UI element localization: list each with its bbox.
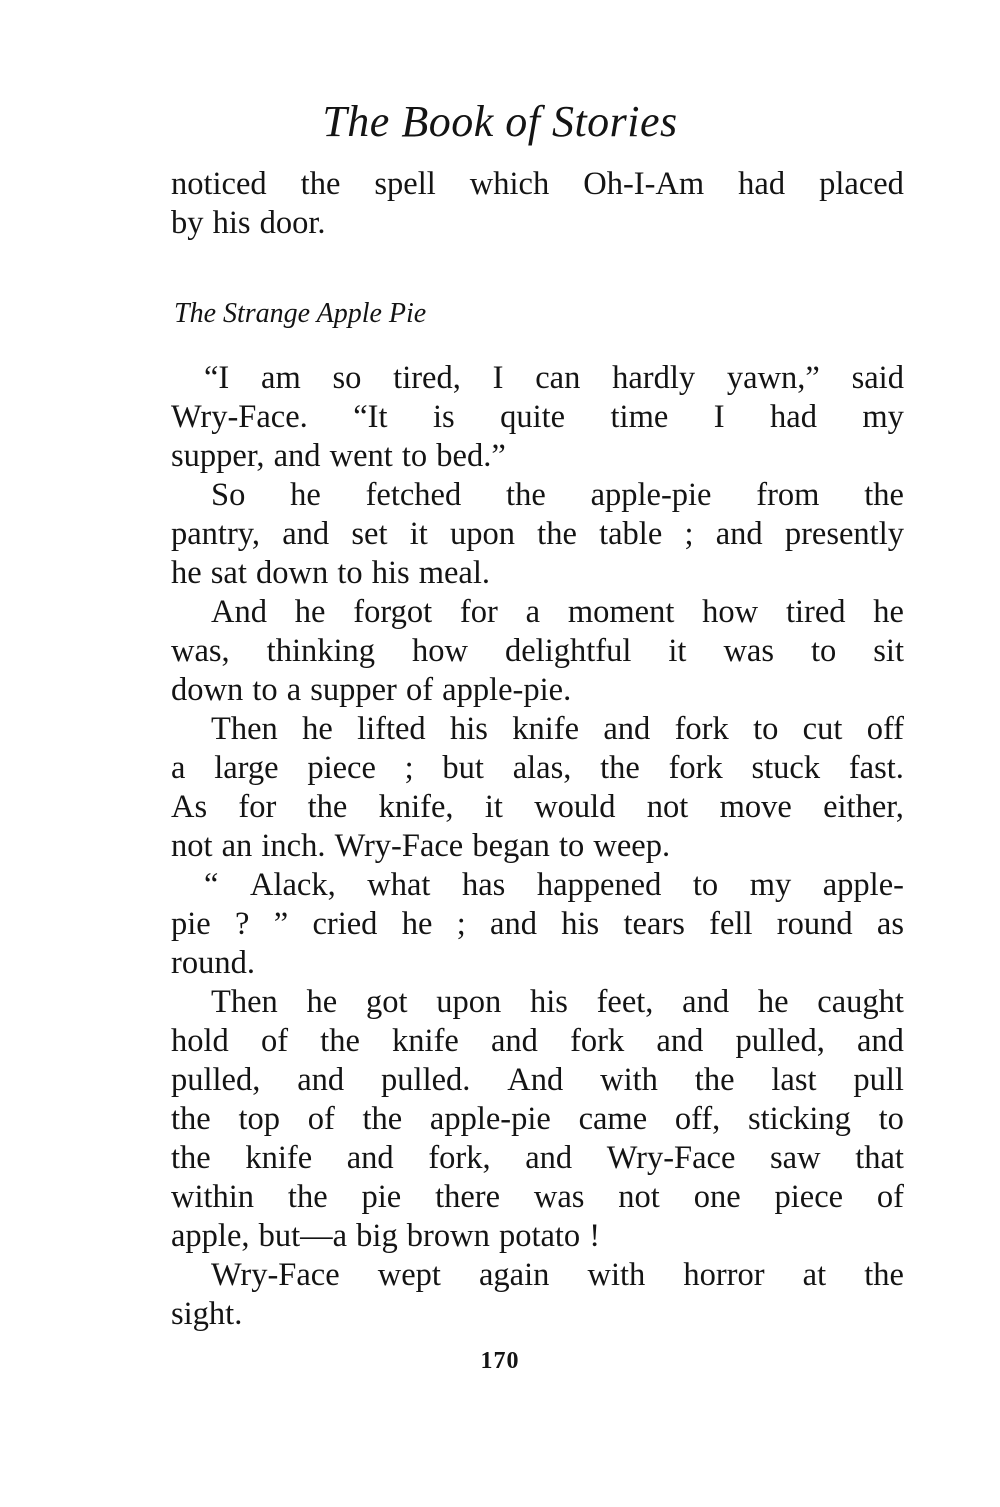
word: big xyxy=(356,1218,398,1254)
word: off, xyxy=(674,1101,721,1137)
word: fork xyxy=(674,711,729,747)
word: but—a xyxy=(258,1218,348,1254)
word: of xyxy=(260,1023,289,1059)
word: the xyxy=(320,1023,360,1059)
word: cut xyxy=(802,711,843,747)
running-head: The Book of Stories xyxy=(322,97,678,146)
word: the xyxy=(362,1101,403,1137)
word: move xyxy=(719,789,792,825)
word: and xyxy=(603,711,651,747)
word: ; xyxy=(684,516,694,552)
word: came xyxy=(578,1101,648,1137)
word: apple-pie xyxy=(590,477,712,513)
word: large xyxy=(214,750,279,786)
word: to xyxy=(692,867,719,903)
word: Alack, xyxy=(249,867,336,903)
word: had xyxy=(770,399,817,435)
word: his xyxy=(212,205,251,241)
word: the xyxy=(287,1179,328,1215)
word: am xyxy=(261,360,301,396)
word: his xyxy=(450,711,488,747)
text-line xyxy=(171,866,904,905)
word: sit xyxy=(873,633,904,669)
word: spell xyxy=(374,166,436,202)
text-line xyxy=(171,1256,904,1295)
text-line xyxy=(171,476,904,515)
word: the xyxy=(694,1062,735,1098)
word: weep. xyxy=(593,828,671,864)
text-line xyxy=(171,398,904,437)
section-heading: The Strange Apple Pie xyxy=(174,298,427,329)
word: either, xyxy=(823,789,904,825)
word: “It xyxy=(353,399,388,435)
word: not xyxy=(646,789,689,825)
word: supper xyxy=(310,672,397,708)
text-line xyxy=(171,1022,904,1061)
word: piece xyxy=(307,750,376,786)
word: Wry-Face. xyxy=(171,399,308,435)
word: pie xyxy=(171,906,211,942)
word: from xyxy=(756,477,820,513)
word: which xyxy=(469,166,550,202)
text-line xyxy=(171,827,904,866)
word: with xyxy=(587,1257,646,1293)
text-line xyxy=(171,593,904,632)
word: fetched xyxy=(365,477,462,513)
text-line xyxy=(171,515,904,554)
word: hardly xyxy=(612,360,696,396)
word: the xyxy=(307,789,348,825)
word: moment xyxy=(567,594,675,630)
word: knife, xyxy=(378,789,454,825)
word: knife xyxy=(245,1140,313,1176)
word: lifted xyxy=(357,711,426,747)
word: apple, xyxy=(171,1218,250,1254)
word: would xyxy=(534,789,616,825)
word: there xyxy=(435,1179,501,1215)
word: has xyxy=(461,867,506,903)
word: happened xyxy=(536,867,662,903)
word: ; xyxy=(404,750,414,786)
word: and xyxy=(857,1023,904,1059)
word: sight. xyxy=(171,1296,243,1332)
word: how xyxy=(702,594,759,630)
word: his xyxy=(561,906,600,942)
word: it xyxy=(668,633,687,669)
text-line xyxy=(171,1100,904,1139)
word: again xyxy=(479,1257,550,1293)
word: ; xyxy=(456,906,466,942)
word: began xyxy=(472,828,550,864)
word: stuck xyxy=(751,750,821,786)
text-line xyxy=(171,944,904,983)
word: the xyxy=(600,750,640,786)
word: was xyxy=(723,633,774,669)
word: And xyxy=(211,594,267,630)
word: to xyxy=(810,633,837,669)
word: he xyxy=(757,984,789,1020)
word: how xyxy=(412,633,468,669)
word: tired xyxy=(785,594,846,630)
word: for xyxy=(459,594,498,630)
word: his xyxy=(529,984,568,1020)
word: forgot xyxy=(353,594,433,630)
word: by xyxy=(171,205,204,241)
text-line xyxy=(171,1217,904,1256)
text-line xyxy=(171,1178,904,1217)
word: bed.” xyxy=(436,438,506,474)
word: saw xyxy=(770,1140,821,1176)
text-line xyxy=(171,204,904,243)
word: within xyxy=(171,1179,255,1215)
text-line xyxy=(171,749,904,788)
word: and xyxy=(273,438,321,474)
word: and xyxy=(490,906,537,942)
text-line xyxy=(171,437,904,476)
word: is xyxy=(432,399,455,435)
word: And xyxy=(507,1062,564,1098)
word: meal. xyxy=(418,555,491,591)
word: the xyxy=(864,477,904,513)
word: he xyxy=(171,555,202,591)
word: round. xyxy=(171,945,255,981)
word: ” xyxy=(273,906,289,942)
word: was xyxy=(533,1179,585,1215)
word: cried xyxy=(312,906,378,942)
word: to xyxy=(337,555,363,591)
text-line xyxy=(171,554,904,593)
word: said xyxy=(851,360,904,396)
word: brown xyxy=(406,1218,490,1254)
word: time xyxy=(610,399,669,435)
word: was, xyxy=(171,633,230,669)
word: he xyxy=(294,594,326,630)
word: I xyxy=(713,399,725,435)
word: he xyxy=(290,477,321,513)
word: had xyxy=(738,166,786,202)
word: he xyxy=(401,906,433,942)
word: he xyxy=(873,594,904,630)
word: apple-pie xyxy=(429,1101,551,1137)
word: wept xyxy=(377,1257,441,1293)
word: and xyxy=(282,516,330,552)
text-line xyxy=(171,905,904,944)
word: pull xyxy=(853,1062,904,1098)
word: a xyxy=(171,750,186,786)
word: Then xyxy=(211,711,278,747)
text-line xyxy=(171,1061,904,1100)
word: knife xyxy=(392,1023,459,1059)
word: he xyxy=(302,711,333,747)
word: yawn,” xyxy=(726,360,820,396)
word: and xyxy=(682,984,730,1020)
word: not xyxy=(171,828,213,864)
word: of xyxy=(876,1179,904,1215)
text-line xyxy=(171,632,904,671)
word: hold xyxy=(171,1023,229,1059)
word: top xyxy=(238,1101,280,1137)
word: that xyxy=(855,1140,904,1176)
word: it xyxy=(484,789,503,825)
word: and xyxy=(297,1062,345,1098)
word: sticking xyxy=(748,1101,851,1137)
word: Then xyxy=(211,984,278,1020)
word: of xyxy=(307,1101,335,1137)
word: my xyxy=(862,399,904,435)
word: noticed xyxy=(171,166,267,202)
word: an xyxy=(221,828,253,864)
word: last xyxy=(771,1062,817,1098)
word: fork, xyxy=(428,1140,491,1176)
word: can xyxy=(535,360,581,396)
text-line xyxy=(171,1139,904,1178)
word: quite xyxy=(500,399,566,435)
word: piece xyxy=(774,1179,844,1215)
word: Wry-Face xyxy=(211,1257,340,1293)
word: so xyxy=(332,360,362,396)
text-line xyxy=(171,165,904,204)
word: horror xyxy=(683,1257,765,1293)
word: inch. xyxy=(261,828,326,864)
word: ! xyxy=(589,1218,601,1254)
word: for xyxy=(238,789,277,825)
word: down xyxy=(171,672,244,708)
word: the xyxy=(171,1101,211,1137)
word: fast. xyxy=(848,750,904,786)
word: pulled, xyxy=(735,1023,825,1059)
word: pulled. xyxy=(381,1062,471,1098)
word: caught xyxy=(817,984,904,1020)
word: upon xyxy=(436,984,502,1020)
word: round xyxy=(776,906,853,942)
word: off xyxy=(866,711,904,747)
word: pie xyxy=(361,1179,402,1215)
word: to xyxy=(878,1101,904,1137)
word: to xyxy=(753,711,779,747)
word: table xyxy=(599,516,663,552)
word: what xyxy=(367,867,431,903)
text-line xyxy=(171,359,904,398)
word: at xyxy=(802,1257,827,1293)
word: and xyxy=(656,1023,704,1059)
word: feet, xyxy=(596,984,654,1020)
word: alas, xyxy=(512,750,572,786)
word: down xyxy=(255,555,329,591)
word: to xyxy=(559,828,585,864)
word: tired, xyxy=(393,360,461,396)
word: the xyxy=(300,166,341,202)
page-number: 170 xyxy=(480,1348,520,1374)
word: to xyxy=(401,438,428,474)
word: presently xyxy=(784,516,904,552)
word: sat xyxy=(210,555,247,591)
word: a xyxy=(525,594,541,630)
word: thinking xyxy=(266,633,376,669)
word: set xyxy=(351,516,388,552)
text-line xyxy=(171,671,904,710)
word: ? xyxy=(235,906,250,942)
word: the xyxy=(506,477,546,513)
word: of xyxy=(405,672,434,708)
word: but xyxy=(442,750,484,786)
word: and xyxy=(715,516,763,552)
continued-paragraph xyxy=(171,165,904,243)
word: placed xyxy=(819,166,904,202)
word: So xyxy=(211,477,246,513)
word: I xyxy=(492,360,504,396)
word: supper, xyxy=(171,438,265,474)
word: with xyxy=(600,1062,658,1098)
word: fork xyxy=(570,1023,625,1059)
word: the xyxy=(171,1140,211,1176)
word: apple-pie. xyxy=(442,672,572,708)
word: Wry-Face xyxy=(606,1140,736,1176)
word: as xyxy=(876,906,904,942)
word: the xyxy=(537,516,577,552)
word: delightful xyxy=(505,633,632,669)
word: knife xyxy=(512,711,580,747)
text-line xyxy=(171,983,904,1022)
word: Wry-Face xyxy=(334,828,464,864)
text-line xyxy=(171,1295,904,1334)
word: fork xyxy=(668,750,723,786)
word: potato xyxy=(498,1218,581,1254)
word: “I xyxy=(204,360,230,396)
word: my xyxy=(749,867,792,903)
word: he xyxy=(306,984,338,1020)
word: not xyxy=(618,1179,660,1215)
word: “ xyxy=(204,867,219,903)
story-body xyxy=(171,359,904,1334)
word: As xyxy=(171,789,208,825)
word: one xyxy=(693,1179,741,1215)
word: got xyxy=(365,984,408,1020)
word: Oh-I-Am xyxy=(583,166,705,202)
word: and xyxy=(490,1023,538,1059)
word: a xyxy=(286,672,302,708)
word: to xyxy=(252,672,278,708)
word: apple- xyxy=(822,867,904,903)
word: pantry, xyxy=(171,516,261,552)
word: fell xyxy=(709,906,753,942)
word: tears xyxy=(623,906,685,942)
word: and xyxy=(525,1140,573,1176)
word: upon xyxy=(449,516,515,552)
word: went xyxy=(329,438,393,474)
word: door. xyxy=(259,205,326,241)
word: and xyxy=(346,1140,394,1176)
word: the xyxy=(864,1257,904,1293)
word: pulled, xyxy=(171,1062,261,1098)
text-line xyxy=(171,788,904,827)
word: it xyxy=(409,516,428,552)
word: his xyxy=(371,555,410,591)
text-line xyxy=(171,710,904,749)
